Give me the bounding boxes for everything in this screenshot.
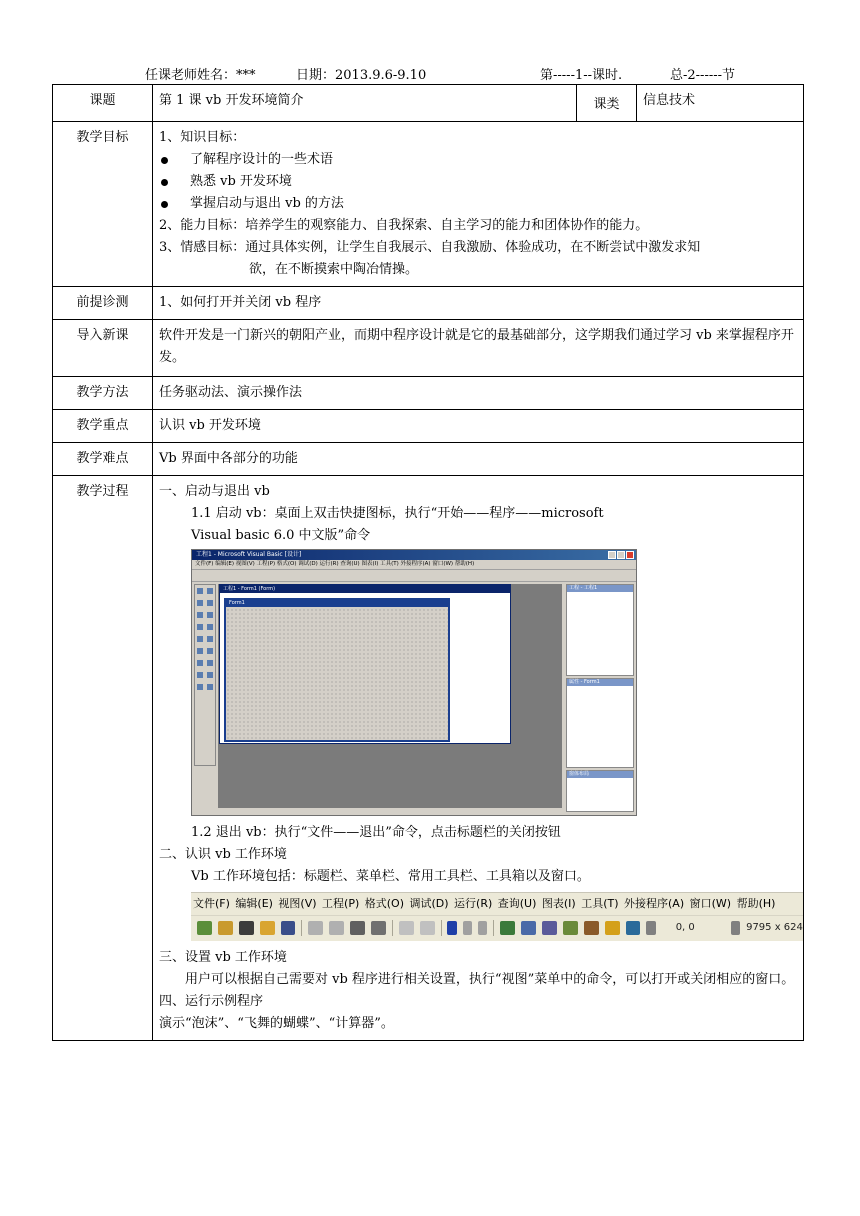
topic-label: 课题 <box>53 85 153 122</box>
form-layout-window: 窗体布局 <box>566 770 634 812</box>
focus-label: 教学重点 <box>53 410 153 443</box>
properties-icon <box>521 921 536 935</box>
toolbar-menu-row: 文件(F) 编辑(E) 视图(V) 工程(P) 格式(O) 调试(D) 运行(R) 查询(U) 图表(I) 工具(T) 外接程序(A) 窗口(W) 帮助(H) <box>191 893 803 916</box>
emotion-goal-cont: 欲，在不断摸索中陶冶情操。 <box>249 262 419 277</box>
object-browser-icon <box>563 921 578 935</box>
environment-text: Vb 工作环境包括：标题栏、菜单栏、常用工具栏、工具箱以及窗口。 <box>191 869 590 884</box>
goals-label: 教学目标 <box>53 122 153 287</box>
lesson-number: 第-----1--课时. <box>540 68 623 83</box>
lesson-plan-table <box>52 84 804 1041</box>
method-value: 任务驱动法、演示操作法 <box>153 377 804 410</box>
add-project-icon <box>197 921 212 935</box>
knowledge-goal: 1、知识目标： <box>159 130 246 145</box>
position-icon <box>646 921 655 935</box>
vb-title-bar: 工程1 - Microsoft Visual Basic [设计] <box>192 550 636 560</box>
vb-toolbar <box>192 570 636 582</box>
section-demo: 四、运行示例程序 <box>159 994 264 1009</box>
copy-icon <box>329 921 344 935</box>
process-content <box>153 476 804 1041</box>
teacher-name: 任课老师姓名：*** <box>145 68 256 83</box>
goals-content <box>153 122 804 287</box>
goal-bullet: 掌握启动与退出 vb 的方法 <box>159 193 797 215</box>
vb-toolbar-screenshot <box>191 892 803 941</box>
maximize-icon <box>617 551 625 559</box>
section-environment: 二、认识 vb 工作环境 <box>159 847 287 862</box>
paste-icon <box>350 921 365 935</box>
redo-icon <box>420 921 435 935</box>
ability-goal: 2、能力目标：培养学生的观察能力、自我探索、自主学习的能力和团体协作的能力。 <box>159 218 649 233</box>
diagnosis-value: 1、如何打开并关闭 vb 程序 <box>153 287 804 320</box>
component-manager-icon <box>626 921 641 935</box>
size-readout: 9795 x 624 <box>746 922 803 933</box>
menu-editor-icon <box>239 921 254 935</box>
difficulty-label: 教学难点 <box>53 443 153 476</box>
focus-value: 认识 vb 开发环境 <box>153 410 804 443</box>
position-readout: 0, 0 <box>675 922 695 933</box>
vb-workspace <box>218 584 562 808</box>
toolbar-icon-row <box>191 916 803 940</box>
bullet-icon <box>161 201 168 208</box>
section-start-exit: 一、启动与退出 vb <box>159 484 270 499</box>
project-explorer: 工程 - 工程1 <box>566 584 634 676</box>
settings-text: 用户可以根据自己需要对 vb 程序进行相关设置，执行“视图”菜单中的命令，可以打开或关闭相应的窗口。 <box>185 972 795 987</box>
find-icon <box>371 921 386 935</box>
data-view-icon <box>605 921 620 935</box>
goal-bullet: 了解程序设计的一些术语 <box>159 149 797 171</box>
form1-design: Form1 <box>224 598 450 742</box>
start-icon <box>447 921 456 935</box>
intro-value: 软件开发是一门新兴的朝阳产业，而期中程序设计就是它的最基础部分，这学期我们通过学习 vb 来掌握程序开发。 <box>153 320 804 377</box>
open-icon <box>260 921 275 935</box>
properties-window: 属性 - Form1 <box>566 678 634 768</box>
step-start-vb: 1.1 启动 vb：桌面上双击快捷图标，执行“开始——程序——microsoft <box>191 506 604 521</box>
subject-value: 信息技术 <box>637 85 804 122</box>
cut-icon <box>308 921 323 935</box>
vb-menu-bar: 文件(F) 编辑(E) 视图(V) 工程(P) 格式(O) 调试(D) 运行(R) 查询(U) 图表(I) 工具(T) 外接程序(A) 窗口(W) 帮助(H) <box>192 560 636 570</box>
close-icon <box>626 551 634 559</box>
toolbox-icon <box>584 921 599 935</box>
lesson-date: 日期：2013.9.6-9.10 <box>296 68 427 83</box>
vb-ide-screenshot <box>191 549 637 816</box>
step-exit-vb: 1.2 退出 vb：执行“文件——退出”命令，点击标题栏的关闭按钮 <box>191 825 561 840</box>
process-label: 教学过程 <box>53 476 153 1041</box>
demo-text: 演示“泡沫”、“飞舞的蝴蝶”、“计算器”。 <box>159 1016 394 1031</box>
size-icon <box>731 921 740 935</box>
intro-label: 导入新课 <box>53 320 153 377</box>
add-form-icon <box>218 921 233 935</box>
diagnosis-label: 前提诊测 <box>53 287 153 320</box>
pause-icon <box>463 921 472 935</box>
emotion-goal: 3、情感目标：通过具体实例，让学生自我展示、自我激励、体验成功，在不断尝试中激发求知 <box>159 240 701 255</box>
vb-right-panes <box>566 584 634 814</box>
vb-toolbox <box>194 584 216 766</box>
form-designer-window: 工程1 - Form1 (Form) Form1 <box>219 584 511 744</box>
subject-label: 课类 <box>577 85 637 122</box>
goal-bullet: 熟悉 vb 开发环境 <box>159 171 797 193</box>
bullet-icon <box>161 179 168 186</box>
total-lessons: 总-2------节 <box>670 68 736 83</box>
step-start-vb-cont: Visual basic 6.0 中文版”命令 <box>191 528 371 543</box>
project-explorer-icon <box>500 921 515 935</box>
minimize-icon <box>608 551 616 559</box>
save-icon <box>281 921 296 935</box>
method-label: 教学方法 <box>53 377 153 410</box>
topic-value: 第 1 课 vb 开发环境简介 <box>153 85 577 122</box>
difficulty-value: Vb 界面中各部分的功能 <box>153 443 804 476</box>
stop-icon <box>478 921 487 935</box>
section-settings: 三、设置 vb 工作环境 <box>159 950 287 965</box>
form-layout-icon <box>542 921 557 935</box>
bullet-icon <box>161 157 168 164</box>
undo-icon <box>399 921 414 935</box>
